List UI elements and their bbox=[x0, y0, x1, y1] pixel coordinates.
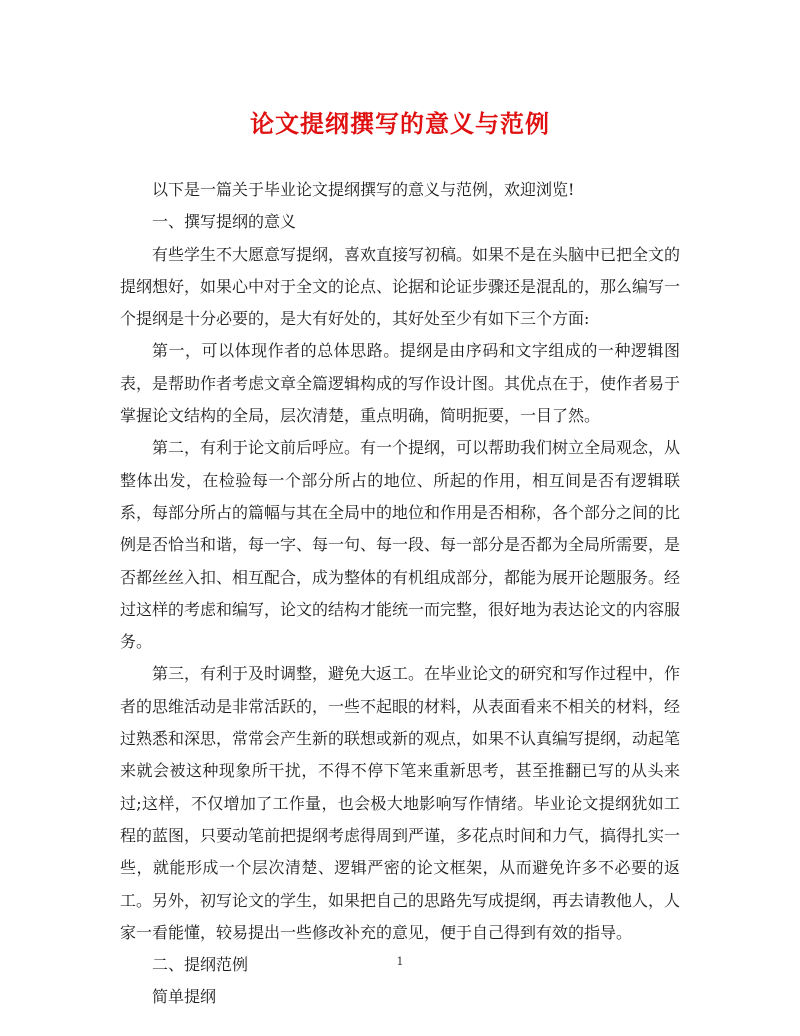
page-number: 1 bbox=[396, 955, 404, 968]
intro-paragraph: 以下是一篇关于毕业论文提纲撰写的意义与范例，欢迎浏览! bbox=[152, 180, 575, 199]
body-paragraph: 第一，可以体现作者的总体思路。提纲是由序码和文字组成的一种逻辑图表，是帮助作者考虑文章全篇逻辑构成的写作设计图。其优点在于，使作者易于掌握论文结构的全局，层次清楚，重点明确，简明扼要，一目了然。 bbox=[120, 341, 681, 426]
section-heading-1: 一、撰写提纲的意义 bbox=[152, 212, 297, 232]
document-title: 论文提纲撰写的意义与范例 bbox=[250, 109, 550, 138]
section-heading-2: 二、提纲范例 bbox=[152, 955, 249, 975]
body-paragraph: 第二，有利于论文前后呼应。有一个提纲，可以帮助我们树立全局观念，从整体出发，在检验每一个部分所占的地位、所起的作用，相互间是否有逻辑联系，每部分所占的篇幅与其在全局中的地位和作用是否相称，各个部分之间的比例是否恰当和谐，每一字、每一句、每一段、每一部分是否都为全局所需要，是否都丝丝入扣、相互配合，成为整体的有机组成部分，都能为展开论题服务。经过这样的考虑和编写，论文的结构才能统一而完整，很好地为表达论文的内容服务。 bbox=[120, 438, 681, 652]
subsection-heading: 简单提纲 bbox=[152, 987, 217, 1007]
body-paragraph: 有些学生不大愿意写提纲，喜欢直接写初稿。如果不是在头脑中已把全文的提纲想好，如果心中对于全文的论点、论据和论证步骤还是混乱的，那么编写一个提纲是十分必要的，是大有好处的，其好处至少有如下三个方面: bbox=[120, 244, 681, 329]
document-body bbox=[120, 174, 680, 1014]
body-paragraph: 第三，有利于及时调整，避免大返工。在毕业论文的研究和写作过程中，作者的思维活动是非常活跃的，一些不起眼的材料，从表面看来不相关的材料，经过熟悉和深思，常常会产生新的联想或新的观点，如果不认真编写提纲，动起笔来就会被这种现象所干扰，不得不停下笔来重新思考，甚至推翻已写的从头来过;这样，不仅增加了工作量，也会极大地影响写作情绪。毕业论文提纲犹如工程的蓝图，只要动笔前把提纲考虑得周到严谨，多花点时间和力气，搞得扎实一些，就能形成一个层次清楚、逻辑严密的论文框架，从而避免许多不必要的返工。另外，初写论文的学生，如果把自己的思路先写成提纲，再去请教他人，人家一看能懂，较易提出一些修改补充的意见，便于自己得到有效的指导。 bbox=[120, 664, 681, 942]
